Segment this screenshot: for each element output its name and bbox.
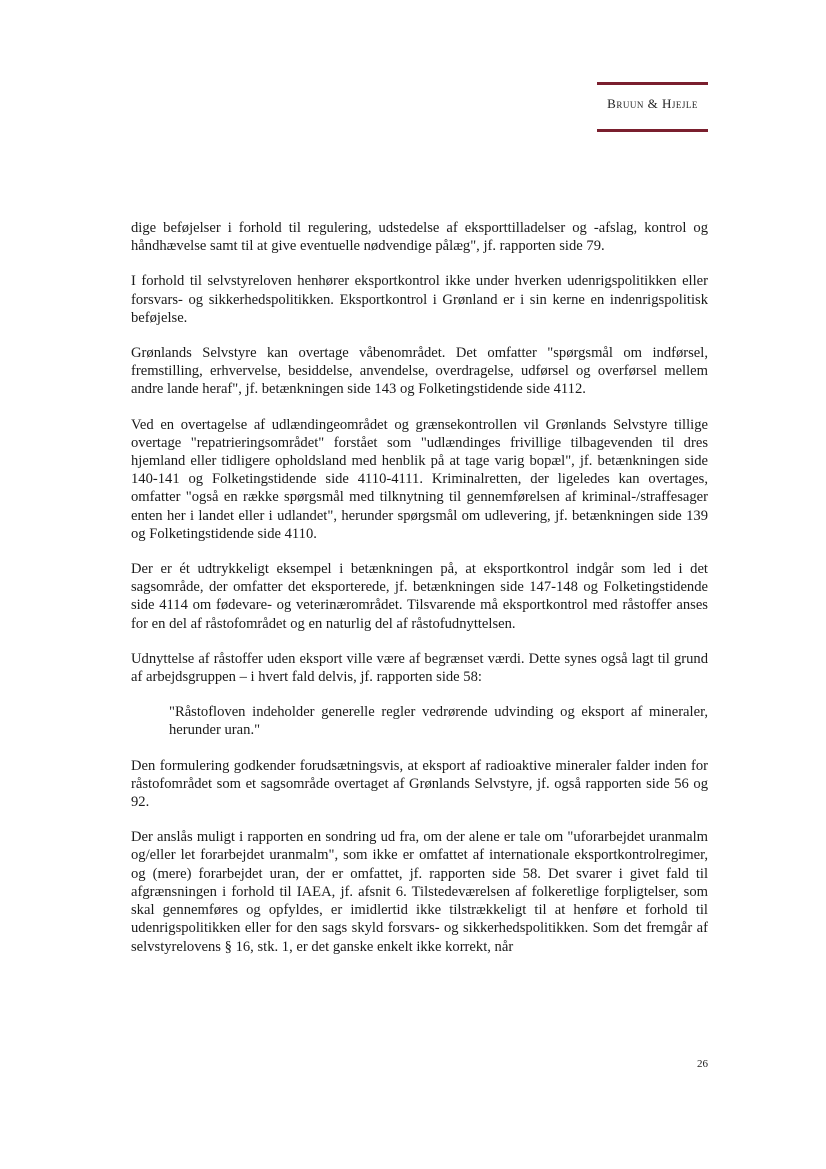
firm-logo: Bruun & Hjejle — [607, 96, 698, 111]
body-text — [131, 219, 708, 973]
paragraph: Der anslås muligt i rapporten en sondring ud fra, om der alene er tale om "uforarbejdet uranmalm og/eller let forarbejdet uranmalm", som ikke er omfattet af internationale eksportkontrolregimer, og (mere) forarbejdet uran, der er omfattet, jf. rapporten side 58. Det svarer i givet fald til afgrænsningen i forhold til IAEA, jf. afsnit 6. Tilstedeværelsen af folkeretlige forpligtelser, som skal gennemføres og opfyldes, er imidlertid ikke tilstrækkeligt til at henføre et forhold til udenrigspolitikken eller for den sags skyld forsvars- og sikkerhedspolitikken. Som det fremgår af selvstyrelovens § 16, stk. 1, er det ganske enkelt ikke korrekt, når — [131, 829, 708, 955]
paragraph: Udnyttelse af råstoffer uden eksport ville være af begrænset værdi. Dette synes også lagt til grund af arbejdsgruppen – i hvert fald delvis, jf. rapporten side 58: — [131, 650, 708, 686]
paragraph: I forhold til selvstyreloven henhører eksportkontrol ikke under hverken udenrigspolitikken eller forsvars- og sikkerhedspolitikken. Eksportkontrol i Grønland er i sin kerne en indenrigspolitisk beføjelse. — [131, 273, 708, 326]
paragraph: Den formulering godkender forudsætningsvis, at eksport af radioaktive mineraler falder inden for råstofområdet som et sagsområde overtaget af Grønlands Selvstyre, jf. også rapporten side 56 og 92. — [131, 757, 708, 811]
paragraph: Grønlands Selvstyre kan overtage våbenområdet. Det omfatter "spørgsmål om indførsel, fremstilling, erhvervelse, besiddelse, anvendelse, overdragelse, udførsel og overførsel mellem andre lande heraf", jf. betænkningen side 143 og Folketingstidende side 4112. — [131, 345, 708, 398]
block-quote: "Råstofloven indeholder generelle regler vedrørende udvinding og eksport af mineraler, herunder uran." — [169, 704, 708, 739]
paragraph: dige beføjelser i forhold til regulering, udstedelse af eksporttilladelser og -afslag, kontrol og håndhævelse samt til at give eventuelle nødvendige pålæg", jf. rapporten side 79. — [131, 220, 708, 255]
header-rule-bottom — [597, 129, 708, 132]
page-number: 26 — [697, 1058, 708, 1070]
paragraph: Ved en overtagelse af udlændingeområdet og grænsekontrollen vil Grønlands Selvstyre tillige overtage "repatrieringsområdet" forstået som "udlændinges frivillige tilbagevenden til dres hjemland eller tidligere opholdsland med henblik på at tage varig bopæl", jf. betænkningen side 140-141 og Folketingstidende side 4110-4111. Kriminalretten, der ligeledes kan overtages, omfatter "også en række spørgsmål med tilknytning til gennemførelsen af kriminal-/straffesager enten her i landet eller i udlandet", herunder spørgsmål om udlevering, jf. betænkningen side 139 og Folketingstidende side 4110. — [131, 416, 708, 542]
header-rule-top — [597, 82, 708, 85]
paragraph: Der er ét udtrykkeligt eksempel i betænkningen på, at eksportkontrol indgår som led i det sagsområde, der omfatter det eksporterede, jf. betænkningen side 147-148 og Folketingstidende side 4114 om fødevare- og veterinærområdet. Tilsvarende må eksportkontrol med råstoffer anses for en del af råstofområdet og en naturlig del af råstofudnyttelsen. — [131, 561, 708, 632]
